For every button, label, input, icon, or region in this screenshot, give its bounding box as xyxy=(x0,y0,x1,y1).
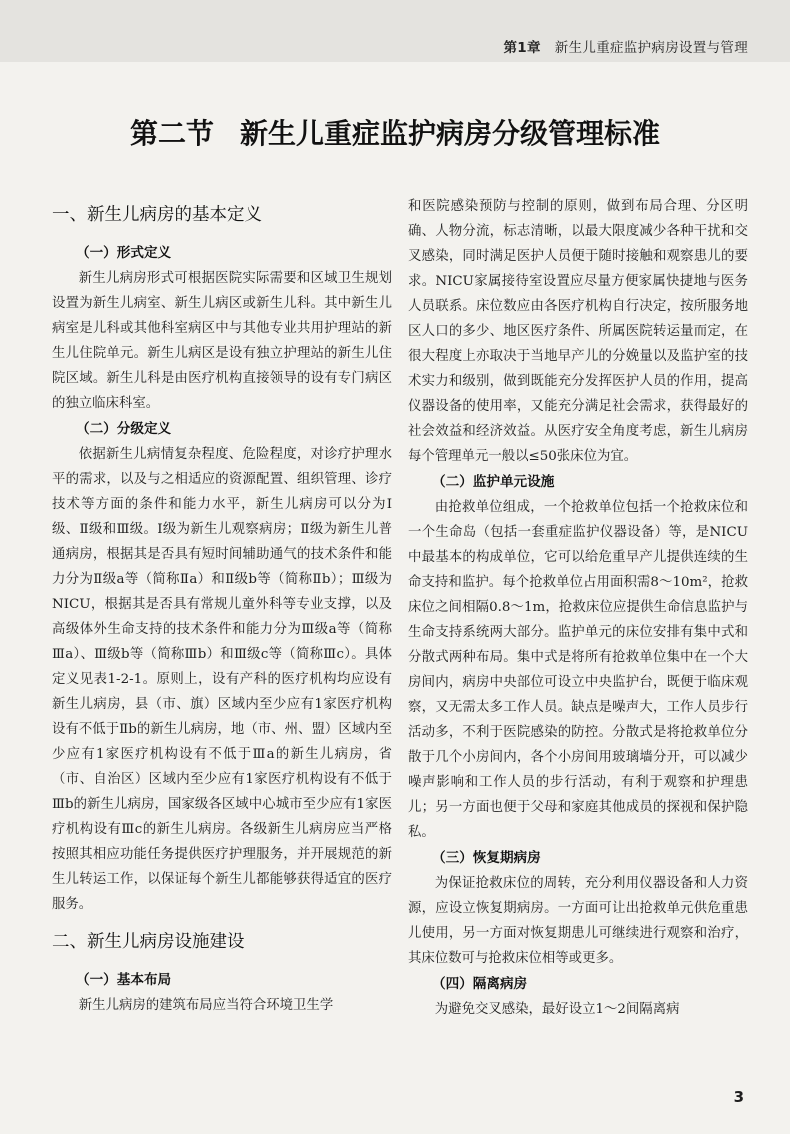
right-column xyxy=(408,194,748,1022)
left-column xyxy=(52,192,392,1018)
chapter-title: 新生儿重症监护病房设置与管理 xyxy=(554,40,748,56)
chapter-number: 第1章 xyxy=(503,40,541,56)
paragraph-level-definition: 依据新生儿病情复杂程度、危险程度，对诊疗护理水平的需求，以及与之相适应的资源配置、组织管理、诊疗技术等方面的条件和能力水平，新生儿病房可以分为Ⅰ级、Ⅱ级和Ⅲ级。Ⅰ级为新生儿观察病房；Ⅱ级为新生儿普通病房，根据其是否具有短时间辅助通气的技术条件和能力分为Ⅱ级a等（简称Ⅱa）和Ⅱ级b等（简称Ⅱb）；Ⅲ级为NICU，根据其是否具有常规儿童外科等专业支撑，以及高级体外生命支持的技术条件和能力分为Ⅲ级a等（简称Ⅲa）、Ⅲ级b等（简称Ⅲb）和Ⅲ级c等（简称Ⅲc）。具体定义见表1-2-1。原则上，设有产科的医疗机构均应设有新生儿病房，县（市、旗）区域内至少应有1家医疗机构设有不低于Ⅱb的新生儿病房，地（市、州、盟）区域内至少应有1家医疗机构设有不低于Ⅲa的新生儿病房，省（市、自治区）区域内至少应有1家医疗机构设有不低于Ⅲb的新生儿病房，国家级各区域中心城市至少应有1家医疗机构设有Ⅲc的新生儿病房。各级新生儿病房应当严格按照其相应功能任务提供医疗护理服务，并开展规范的新生儿转运工作，以保证每个新生儿都能够获得适宜的医疗服务。 xyxy=(52,447,392,912)
paragraph-recovery-ward: 为保证抢救床位的周转，充分利用仪器设备和人力资源，应设立恢复期病房。一方面可让出抢救单元供危重患儿使用，另一方面对恢复期患儿可继续进行观察和治疗，其床位数可与抢救床位相等或更多。 xyxy=(408,876,748,966)
subheading-monitoring-unit: （二）监护单元设施 xyxy=(432,474,555,490)
section-number: 第二节 xyxy=(129,117,214,150)
running-head xyxy=(504,36,749,56)
paragraph-basic-layout: 新生儿病房的建筑布局应当符合环境卫生学 xyxy=(78,998,334,1013)
subheading-form-definition: （一）形式定义 xyxy=(76,245,172,261)
paragraph-monitoring-unit: 由抢救单位组成，一个抢救单位包括一个抢救床位和一个生命岛（包括一套重症监护仪器设备）等，是NICU中最基本的构成单位，它可以给危重早产儿提供连续的生命支持和监护。每个抢救单位占用面积需8～10m²，抢救床位之间相隔0.8～1m，抢救床位应提供生命信息监护与生命支持系统两大部分。监护单元的床位安排有集中式和分散式两种布局。集中式是将所有抢救单位集中在一个大房间内，病房中央部位可设立中央监护台，既便于临床观察，又无需太多工作人员。缺点是噪声大，工作人员步行活动多，不利于医院感染的防控。分散式是将抢救单位分散于几个小房间内，各个小房间用玻璃墙分开，可以减少噪声影响和工作人员的步行活动，有利于观察和护理患儿；另一方面也便于父母和家庭其他成员的探视和保护隐私。 xyxy=(408,500,748,840)
section-title xyxy=(0,112,790,152)
heading-facility-construction: 二、新生儿病房设施建设 xyxy=(52,932,245,952)
section-heading: 新生儿重症监护病房分级管理标准 xyxy=(240,117,661,150)
subheading-isolation-ward: （四）隔离病房 xyxy=(432,976,528,992)
subheading-level-definition: （二）分级定义 xyxy=(76,421,172,437)
paragraph-layout-continued: 和医院感染预防与控制的原则，做到布局合理、分区明确、人物分流，标志清晰，以最大限度减少各种干扰和交叉感染，同时满足医护人员便于随时接触和观察患儿的要求。NICU家属接待室设置应尽量方便家属快捷地与医务人员联系。床位数应由各医疗机构自行决定，按所服务地区人口的多少、地区医疗条件、所属医院转运量而定，在很大程度上亦取决于当地早产儿的分娩量以及监护室的技术实力和级别，做到既能充分发挥医护人员的作用，提高仪器设备的使用率，又能充分满足社会需求，获得最好的社会效益和经济效益。从医疗安全角度考虑，新生儿病房每个管理单元一般以≤50张床位为宜。 xyxy=(408,199,748,464)
heading-basic-definition: 一、新生儿病房的基本定义 xyxy=(52,205,262,225)
paragraph-isolation-ward: 为避免交叉感染，最好设立1～2间隔离病 xyxy=(434,1002,680,1017)
page-number: 3 xyxy=(733,1088,744,1106)
subheading-recovery-ward: （三）恢复期病房 xyxy=(432,850,541,866)
paragraph-form-definition: 新生儿病房形式可根据医院实际需要和区域卫生规划设置为新生儿病室、新生儿病区或新生儿科。其中新生儿病室是儿科或其他科室病区中与其他专业共用护理站的新生儿住院单元。新生儿病区是设有独立护理站的新生儿住院区域。新生儿科是由医疗机构直接领导的设有专门病区的独立临床科室。 xyxy=(52,271,392,411)
subheading-basic-layout: （一）基本布局 xyxy=(76,972,172,988)
